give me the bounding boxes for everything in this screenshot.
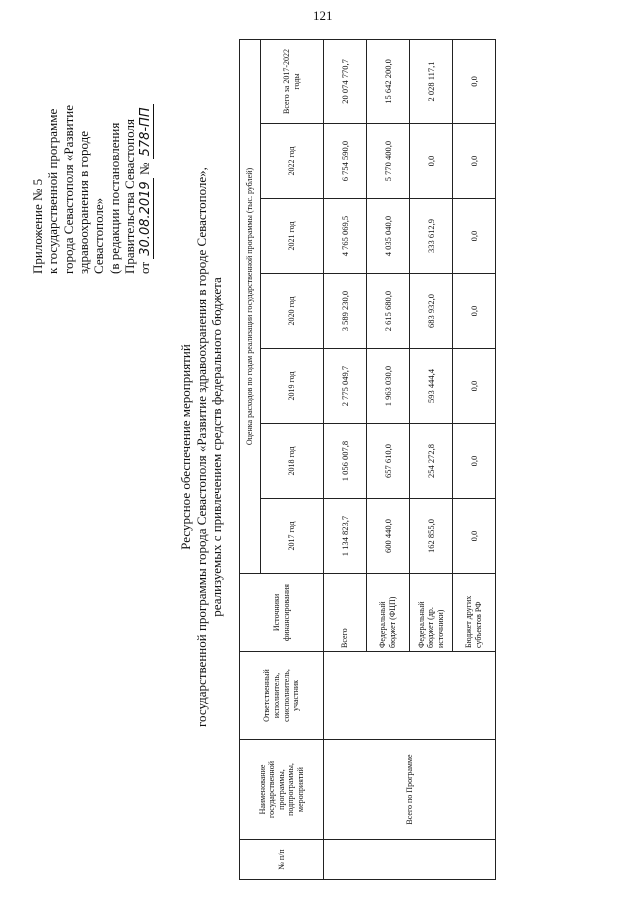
header-source: Источники финансирования <box>240 574 324 652</box>
header-year: 2017 год <box>261 499 324 574</box>
cell-value: 0,0 <box>453 199 496 274</box>
cell-source: Бюджет других субъектов РФ <box>453 574 496 652</box>
appendix-block <box>30 19 154 274</box>
cell-value: 4 765 069,5 <box>324 199 367 274</box>
title-line-1: Ресурсное обеспечение мероприятий <box>178 344 193 550</box>
resource-table <box>239 39 496 880</box>
cell-value: 4 035 040,0 <box>367 199 410 274</box>
appendix-line: города Севастополя «Развитие <box>60 104 76 274</box>
handwritten-date: 30.08.2019 <box>138 178 154 258</box>
cell-value: 2 775 049,7 <box>324 349 367 424</box>
appendix-line: Приложение № 5 <box>30 178 45 274</box>
cell-source: Всего <box>324 574 367 652</box>
cell-value: 657 610,0 <box>367 424 410 499</box>
cell-responsible <box>324 652 496 740</box>
cell-value: 600 440,0 <box>367 499 410 574</box>
header-total: Всего за 2017-2022 годы <box>261 39 324 123</box>
cell-value: 1 056 007,8 <box>324 424 367 499</box>
appendix-line: Правительства Севастополя <box>121 119 137 274</box>
header-name: Наименование государственной программы, подпрограммы, мероприятий <box>240 740 324 840</box>
header-estimate-group: Оценка расходов по годам реализации государственной программы (тыс. рублей) <box>240 39 261 573</box>
appendix-line: Севастополе» <box>91 197 107 274</box>
appendix-line: (в редакции постановления <box>106 122 122 274</box>
cell-value: 333 612,9 <box>410 199 453 274</box>
cell-num <box>324 840 496 880</box>
cell-value: 0,0 <box>453 274 496 349</box>
cell-value: 683 932,0 <box>410 274 453 349</box>
cell-source: Федеральный бюджет (ФЦП) <box>367 574 410 652</box>
cell-value: 254 272,8 <box>410 424 453 499</box>
document-title <box>178 14 225 880</box>
appendix-date-line <box>137 19 153 274</box>
cell-value: 3 589 230,0 <box>324 274 367 349</box>
cell-source: Федеральный бюджет (др. источники) <box>410 574 453 652</box>
handwritten-number: 578-ПП <box>138 104 154 159</box>
title-line-2: государственной программы города Севастополя «Развитие здравоохранения в городе Севастополе», <box>193 167 209 727</box>
document-sheet <box>26 14 614 880</box>
from-label: от <box>137 261 153 274</box>
appendix-line: здравоохранения в городе <box>75 130 91 274</box>
title-line-3: реализуемых с привлечением средств федерального бюджета <box>209 277 225 617</box>
cell-value: 5 770 400,0 <box>367 124 410 199</box>
header-year: 2019 год <box>261 349 324 424</box>
header-num: № п/п <box>240 840 324 880</box>
cell-value: 2 615 680,0 <box>367 274 410 349</box>
cell-value: 15 642 200,0 <box>367 39 410 123</box>
cell-value: 0,0 <box>410 124 453 199</box>
cell-program-name: Всего по Программе <box>324 740 496 840</box>
cell-value: 0,0 <box>453 424 496 499</box>
cell-value: 1 963 030,0 <box>367 349 410 424</box>
cell-value: 162 855,0 <box>410 499 453 574</box>
cell-value: 6 754 590,0 <box>324 124 367 199</box>
cell-value: 20 074 770,7 <box>324 39 367 123</box>
cell-value: 0,0 <box>453 349 496 424</box>
cell-value: 1 134 823,7 <box>324 499 367 574</box>
number-label: № <box>137 162 153 176</box>
header-year: 2018 год <box>261 424 324 499</box>
cell-value: 593 444,4 <box>410 349 453 424</box>
page-number: 121 <box>313 8 333 23</box>
cell-value: 2 028 117,1 <box>410 39 453 123</box>
cell-value: 0,0 <box>453 39 496 123</box>
header-year: 2021 год <box>261 199 324 274</box>
table-row <box>324 39 367 879</box>
header-year: 2020 год <box>261 274 324 349</box>
cell-value: 0,0 <box>453 499 496 574</box>
header-year: 2022 год <box>261 124 324 199</box>
appendix-line: к государственной программе <box>45 108 61 274</box>
cell-value: 0,0 <box>453 124 496 199</box>
header-responsible: Ответственный исполнитель, соисполнитель, участник <box>240 652 324 740</box>
